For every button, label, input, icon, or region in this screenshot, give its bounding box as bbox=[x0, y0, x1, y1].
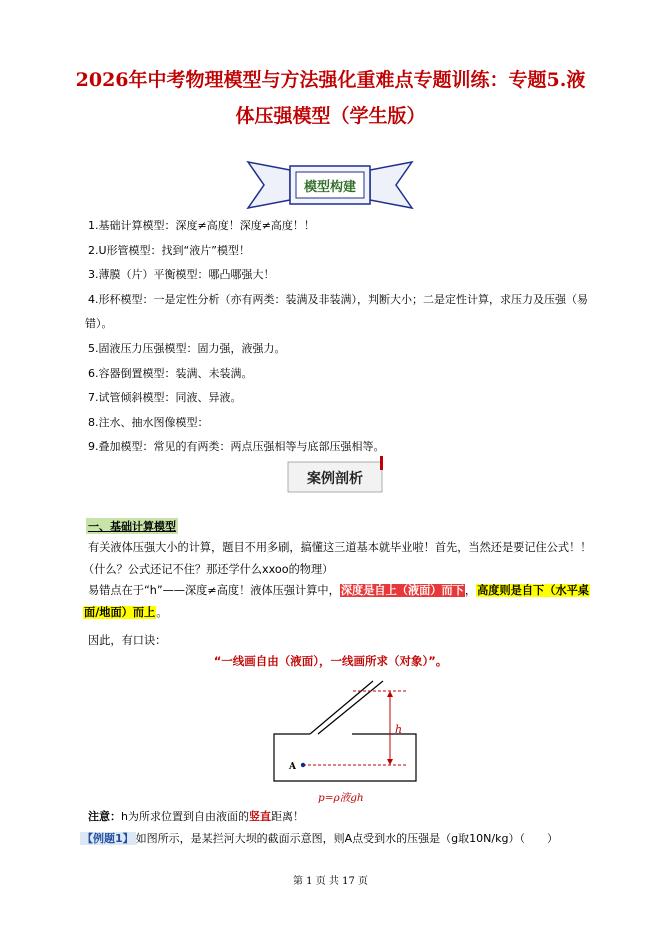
case-analysis-banner bbox=[284, 456, 388, 496]
highlight-height: 高度则是自下（水平桌 bbox=[477, 584, 589, 597]
text-run: 易错点在于“h”——深度≠高度！液体压强计算中， bbox=[88, 584, 340, 597]
text-run: 。 bbox=[156, 606, 168, 619]
example-text: 如图所示，是某拦河大坝的截面示意图，则A点受到水的压强是（g取10N/kg）（ ） bbox=[135, 832, 558, 845]
highlight-height-cont: 面/地面）而上 bbox=[84, 606, 156, 619]
mnemonic-quote: “一线画自由（液面），一线画所求（对象）”。 bbox=[213, 654, 448, 668]
document-title bbox=[60, 62, 601, 134]
paragraph-line: （什么？公式还记不住？那还学什么xxoo的物理） bbox=[83, 563, 334, 576]
note-text: 距离！ bbox=[270, 810, 304, 823]
list-item: 5.固液压力压强模型：固力强，液强力。 bbox=[88, 341, 286, 355]
list-item: 9.叠加模型：常见的有两类：两点压强相等与底部压强相等。 bbox=[88, 440, 385, 454]
note-label: 注意： bbox=[88, 810, 121, 823]
list-item: 1.基础计算模型：深度≠高度！深度≠高度！！ bbox=[88, 219, 315, 232]
section-heading: 一、基础计算模型 bbox=[88, 520, 176, 533]
banner-case-text: 案例剖析 bbox=[307, 471, 363, 487]
banner-model-text: 模型构建 bbox=[303, 180, 357, 195]
example-question bbox=[80, 830, 558, 846]
highlight-depth: 深度是自上（液面）而下 bbox=[340, 584, 464, 597]
list-item-continuation: 错）。 bbox=[85, 317, 113, 331]
list-item: 4.形杯模型：一是定性分析（亦有两类：装满及非装满），判断大小；二是定性计算，求压力及压强（易 bbox=[88, 292, 588, 306]
paragraph-line: 有关液体压强大小的计算，题目不用多刷，搞懂这三道基本就毕业啦！首先，当然还是要记住公式！！ bbox=[88, 541, 592, 554]
list-item: 3.薄膜（片）平衡模型：哪凸哪强大！ bbox=[88, 268, 275, 282]
label-a: A bbox=[289, 762, 296, 772]
note-line bbox=[88, 808, 304, 824]
title-line-2: 体压强模型（学生版） bbox=[235, 105, 426, 127]
paragraph-error-point bbox=[84, 580, 623, 624]
title-line-1: 2026年中考物理模型与方法强化重难点专题训练：专题5.液 bbox=[75, 69, 586, 91]
dam-diagram bbox=[265, 676, 425, 786]
paragraph-mnemonic-intro: 因此，有口诀： bbox=[88, 634, 167, 647]
list-item: 8.注水、抽水图像模型： bbox=[88, 415, 209, 429]
model-construction-banner bbox=[246, 160, 414, 210]
pressure-formula: p=ρ液gh bbox=[318, 792, 364, 804]
list-item: 7.试管倾斜模型：同液、异液。 bbox=[88, 391, 242, 405]
page-footer: 第 1 页 共 17 页 bbox=[293, 876, 368, 887]
list-item: 6.容器倒置模型：装满、未装满。 bbox=[88, 366, 253, 380]
text-run: ， bbox=[464, 584, 477, 597]
model-list bbox=[85, 214, 618, 460]
note-text: h为所求位置到自由液面的 bbox=[121, 810, 249, 823]
label-h: h bbox=[395, 723, 403, 736]
paragraph-intro bbox=[83, 537, 623, 581]
note-emphasis: 竖直 bbox=[248, 810, 271, 823]
example-tag: 【例题1】 bbox=[82, 832, 134, 845]
list-item: 2.U形管模型：找到“液片”模型！ bbox=[88, 243, 250, 257]
